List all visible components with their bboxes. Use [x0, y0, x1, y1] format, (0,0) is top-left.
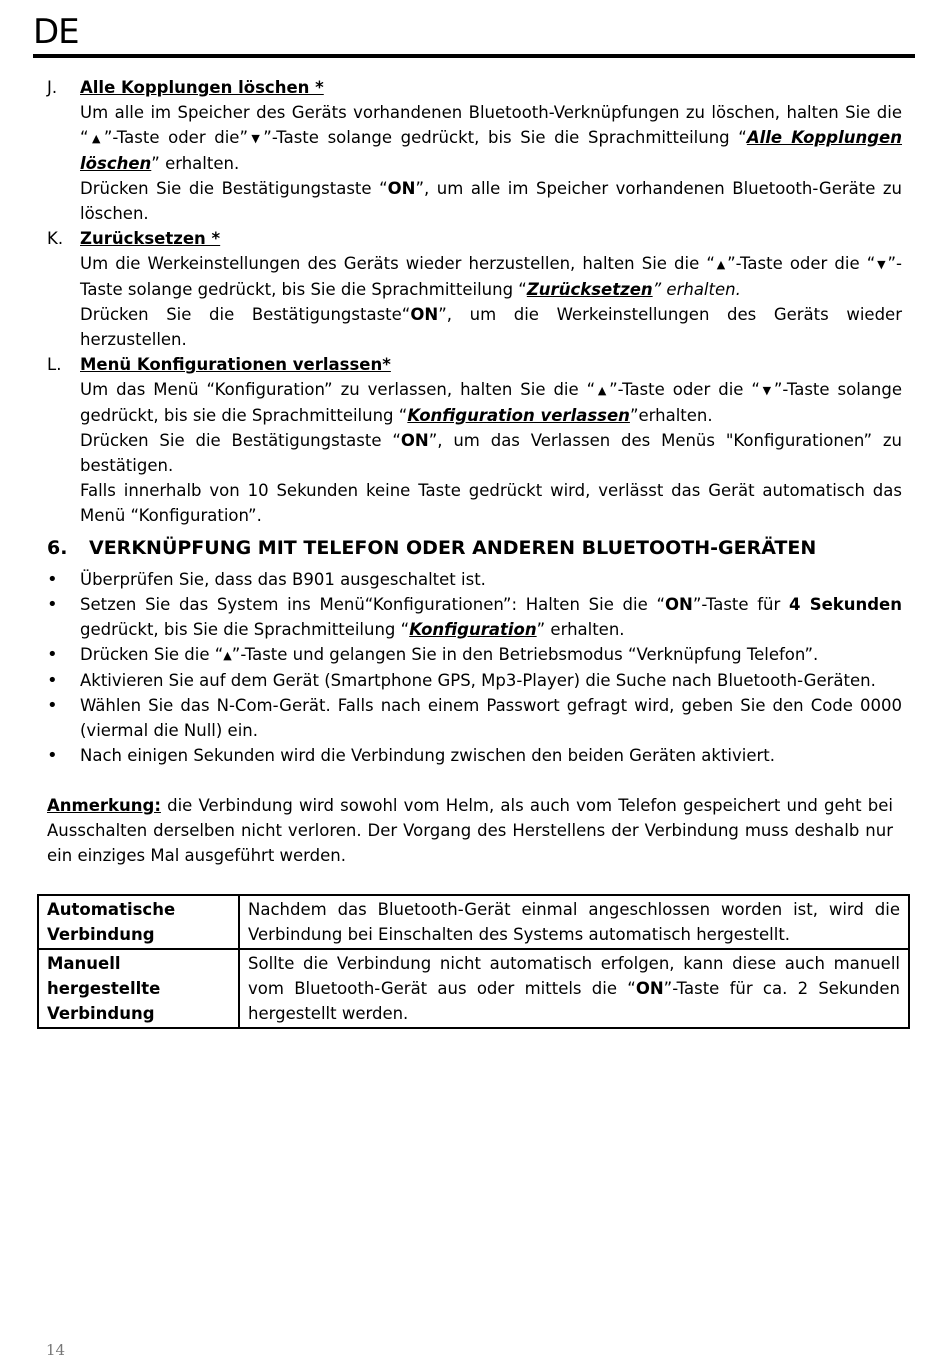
- item-letter: L.: [47, 355, 62, 374]
- section-heading: [47, 535, 816, 561]
- voice-message: Zurücksetzen: [526, 280, 653, 299]
- config-item-j: [47, 75, 902, 226]
- section-title: VERKNÜPFUNG MIT TELEFON ODER ANDEREN BLUETOOTH-GERÄTEN: [89, 537, 817, 559]
- list-item: • Setzen Sie das System ins Menü“Konfigurationen”: Halten Sie die “ON”-Taste für 4 Sekunden gedrückt, bis Sie die Sprachmitteilung “Konfiguration” erhalten.: [47, 592, 902, 642]
- language-code: DE: [33, 12, 79, 52]
- table-cell-value: Nachdem das Bluetooth-Gerät einmal angeschlossen worden ist, wird die Verbindung bei Einschalten des Systems automatisch hergestellt.: [239, 895, 909, 949]
- table-cell-value: Sollte die Verbindung nicht automatisch erfolgen, kann diese auch manuell vom Bluetooth-Gerät aus oder mittels die “ON”-Taste für ca. 2 Sekunden hergestellt werden.: [239, 949, 909, 1028]
- item-paragraph: Drücken Sie die Bestätigungstaste “ON”, um alle im Speicher vorhandenen Bluetooth-Geräte zu löschen.: [80, 179, 902, 223]
- item-letter: J.: [47, 78, 58, 97]
- list-item: • Wählen Sie das N-Com-Gerät. Falls nach einem Passwort gefragt wird, geben Sie den Code 0000 (viermal die Null) ein.: [47, 693, 902, 743]
- on-key-label: ON: [410, 305, 439, 324]
- voice-message: Konfiguration: [409, 620, 537, 639]
- on-key-label: ON: [635, 979, 664, 998]
- header-divider: [33, 54, 915, 58]
- item-title: Zurücksetzen *: [80, 229, 221, 248]
- voice-message: Konfiguration verlassen: [407, 406, 630, 425]
- note-label: Anmerkung:: [47, 796, 161, 815]
- note-block: [47, 793, 893, 868]
- config-items: [47, 75, 902, 528]
- voice-message: Alle Kopplungen löschen: [80, 128, 902, 173]
- config-item-l: [47, 352, 902, 528]
- item-paragraph: Um alle im Speicher des Geräts vorhandenen Bluetooth-Verknüpfungen zu löschen, halten Sie die “▲”-Taste oder die”▼”-Taste solange gedrückt, bis Sie die Sprachmitteilung “Alle Kopplungen löschen” erhalten.: [80, 103, 902, 173]
- item-paragraph: Drücken Sie die Bestätigungstaste “ON”, um das Verlassen des Menüs "Konfigurationen” zu bestätigen.: [80, 431, 902, 475]
- on-key-label: ON: [400, 431, 429, 450]
- up-arrow-icon: ▲: [223, 649, 232, 662]
- page-header: [33, 10, 915, 54]
- connection-table: [37, 894, 910, 1029]
- item-title: Menü Konfigurationen verlassen*: [80, 355, 391, 374]
- list-item: • Überprüfen Sie, dass das B901 ausgeschaltet ist.: [47, 567, 902, 592]
- down-arrow-icon: ▼: [759, 384, 774, 397]
- on-key-label: ON: [387, 179, 416, 198]
- up-arrow-icon: ▲: [595, 384, 610, 397]
- table-row: [38, 949, 909, 1028]
- table-cell-key: Automatische Verbindung: [38, 895, 239, 949]
- up-arrow-icon: ▲: [88, 132, 104, 145]
- config-item-k: [47, 226, 902, 352]
- item-paragraph: Drücken Sie die Bestätigungstaste“ON”, um die Werkeinstellungen des Geräts wieder herzustellen.: [80, 305, 902, 349]
- table-row: [38, 895, 909, 949]
- item-paragraph: Falls innerhalb von 10 Sekunden keine Taste gedrückt wird, verlässt das Gerät automatisch das Menü “Konfiguration”.: [80, 481, 902, 525]
- down-arrow-icon: ▼: [248, 132, 264, 145]
- duration-label: 4 Sekunden: [789, 595, 902, 614]
- list-item: • Nach einigen Sekunden wird die Verbindung zwischen den beiden Geräten aktiviert.: [47, 743, 902, 768]
- down-arrow-icon: ▼: [875, 258, 888, 271]
- up-arrow-icon: ▲: [714, 258, 728, 271]
- item-title: Alle Kopplungen löschen *: [80, 78, 324, 97]
- item-letter: K.: [47, 229, 64, 248]
- on-key-label: ON: [665, 595, 693, 614]
- item-paragraph: Um die Werkeinstellungen des Geräts wieder herzustellen, halten Sie die “▲”-Taste oder die “▼”-Taste solange gedrückt, bis Sie die Sprachmitteilung “Zurücksetzen” erhalten.: [80, 254, 902, 299]
- item-paragraph: Um das Menü “Konfiguration” zu verlassen, halten Sie die “▲”-Taste oder die “▼”-Taste solange gedrückt, bis sie die Sprachmitteilung “Konfiguration verlassen”erhalten.: [80, 380, 902, 425]
- table-cell-key: Manuell hergestellte Verbindung: [38, 949, 239, 1028]
- list-item: • Drücken Sie die “▲”-Taste und gelangen Sie in den Betriebsmodus “Verknüpfung Telefon”.: [47, 642, 902, 668]
- steps-list: [47, 567, 902, 768]
- list-item: • Aktivieren Sie auf dem Gerät (Smartphone GPS, Mp3-Player) die Suche nach Bluetooth-Geräten.: [47, 668, 902, 693]
- page-number: 14: [46, 1341, 66, 1359]
- section-number: 6.: [47, 537, 68, 559]
- note-text: die Verbindung wird sowohl vom Helm, als auch vom Telefon gespeichert und geht bei Ausschalten derselben nicht verloren. Der Vorgang des Herstellens der Verbindung muss deshalb nur ein einziges Mal ausgeführt werden.: [47, 796, 893, 865]
